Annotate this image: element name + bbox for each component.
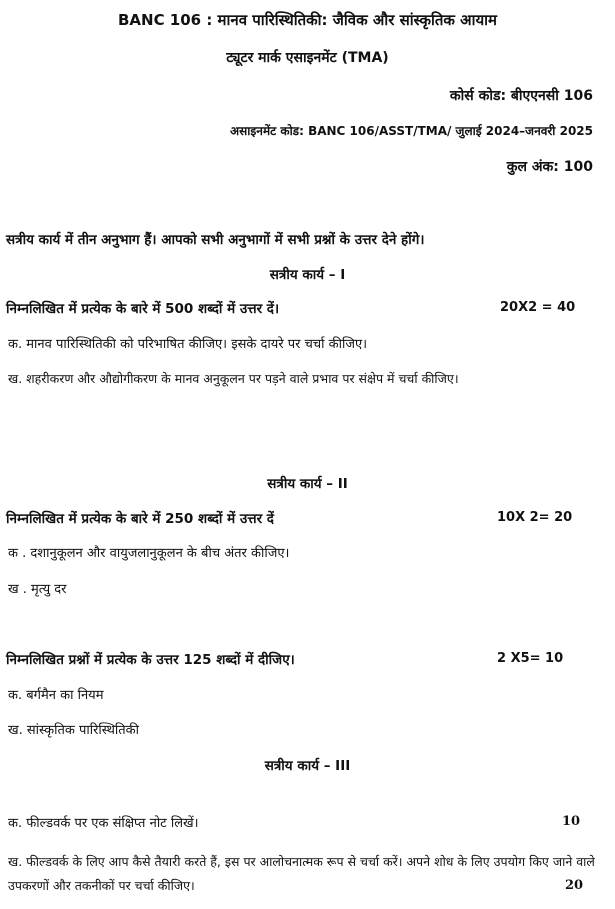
section-2a-question-a: क . दशानुकूलन और वायुजलानुकूलन के बीच अंतर कीजिए। [8,546,290,561]
section-2a-marks: 10X 2= 20 [497,510,573,525]
section-1-instruction: निम्नलिखित में प्रत्येक के बारे में 500 शब्दों में उत्तर दें। [6,301,280,317]
section-3-question-a-marks: 10 [562,814,581,829]
section-2a-question-b: ख . मृत्यु दर [8,582,67,597]
course-code: कोर्स कोड: बीएएनसी 106 [449,88,593,104]
section-1-question-b: ख. शहरीकरण और औद्योगीकरण के मानव अनुकूलन पर पड़ने वाले प्रभाव पर संक्षेप में चर्चा कीजिए। [8,371,459,386]
section-2b-question-a: क. बर्गमैन का नियम [8,688,104,703]
section-3-question-b-marks: 20 [565,878,584,893]
section-3-question-b: ख. फील्डवर्क के लिए आप कैसे तैयारी करते हैं, इस पर आलोचनात्मक रूप से चर्चा करें। अपने शोध के लिए उपयोग किए जाने वाले उपकरणों और तकनीकों पर चर्चा कीजिए। [8,854,595,893]
section-2b-question-b: ख. सांस्कृतिक पारिस्थितिकी [8,723,140,738]
section-1-heading: सत्रीय कार्य – I [269,267,346,283]
section-1-question-a: क. मानव पारिस्थितिकी को परिभाषित कीजिए। इसके दायरे पर चर्चा कीजिए। [8,337,368,352]
section-1-marks: 20X2 = 40 [500,300,576,315]
section-2b-instruction: निम्नलिखित प्रश्नों में प्रत्येक के उत्तर 125 शब्दों में दीजिए। [6,652,295,668]
section-3-heading: सत्रीय कार्य – III [264,758,351,774]
total-marks: कुल अंक: 100 [506,159,593,175]
section-2-heading: सत्रीय कार्य – II [267,476,348,492]
section-2b-marks: 2 X5= 10 [497,651,564,666]
assignment-code: असाइनमेंट कोड: BANC 106/ASST/TMA/ जुलाई 2024–जनवरी 2025 [230,124,593,138]
course-title: BANC 106 : मानव पारिस्थितिकी: जैविक और सांस्कृतिक आयाम [117,11,498,29]
general-instruction: सत्रीय कार्य में तीन अनुभाग हैं। आपको सभी अनुभागों में सभी प्रश्नों के उत्तर देने होंगे। [6,232,425,248]
tma-title: ट्यूटर मार्क एसाइनमेंट (TMA) [226,50,389,66]
section-3-question-a: क. फील्डवर्क पर एक संक्षिप्त नोट लिखें। [8,816,199,831]
section-2a-instruction: निम्नलिखित में प्रत्येक के बारे में 250 शब्दों में उत्तर दें [6,511,274,527]
